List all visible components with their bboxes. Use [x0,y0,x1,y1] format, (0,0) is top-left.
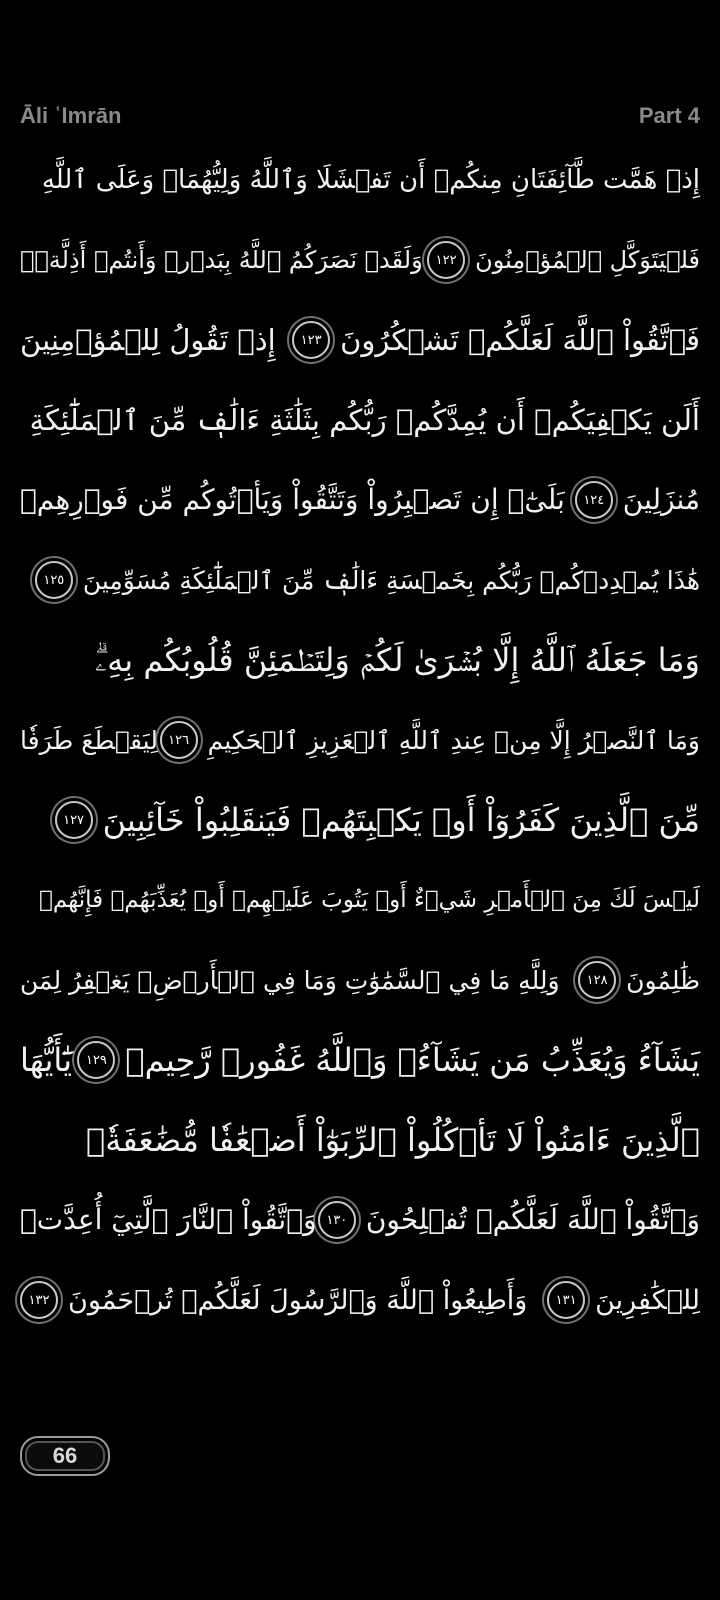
ayah-number-marker[interactable]: ١٣٢ [20,1281,58,1319]
ayah-number-marker[interactable]: ١٢٦ [160,721,198,759]
verse-text: أَلَن يَكۡفِيَكُمۡ أَن يُمِدَّكُمۡ رَبُّكُم بِثَلَٰثَةِ ءَالَٰفٖ مِّنَ ٱلۡمَلَٰٓئِكَةِ [29,402,700,437]
verse-text: إِذۡ تَقُولُ لِلۡمُؤۡمِنِينَ [20,322,276,357]
ayah-number-marker[interactable]: ١٢٨ [578,961,616,999]
verse-text: وَلَقَدۡ نَصَرَكُمُ ٱللَّهُ بِبَدۡرٖ وَأَنتُمۡ أَذِلَّةٞۖ [20,246,423,274]
verse-line-3 [20,300,700,380]
verse-line-2 [20,220,700,300]
verse-text: لِلۡكَٰفِرِينَ [595,1284,700,1316]
verse-line-14 [20,1180,700,1260]
verse-text: إِذۡ هَمَّت طَّآئِفَتَانِ مِنكُمۡ أَن تَفۡشَلَا وَٱللَّهُ وَلِيُّهُمَاۗ وَعَلَى ٱللَّهِ [41,165,700,195]
verse-text: ٱلَّذِينَ ءَامَنُواْ لَا تَأۡكُلُواْ ٱلرِّبَوٰٓاْ أَضۡعَٰفٗا مُّضَٰعَفَةٗۖ [85,1121,700,1159]
verse-line-12 [20,1020,700,1100]
verse-segment [55,801,700,839]
page-header [20,98,700,134]
verse-text: بَلَىٰٓۚ إِن تَصۡبِرُواْ وَتَتَّقُواْ وَيَأۡتُوكُم مِّن فَوۡرِهِمۡ [20,483,565,516]
verse-text: يَٰٓأَيُّهَا [20,1041,73,1079]
verse-text: لِيَقۡطَعَ طَرَفٗا [20,725,158,755]
verse-text: وَٱتَّقُواْ ٱللَّهَ لَعَلَّكُمۡ تُفۡلِحُونَ [365,1203,700,1236]
verse-segment [292,321,700,359]
page-number-badge [20,1436,110,1476]
verse-segment [427,241,700,279]
verse-line-10 [20,860,700,940]
verse-text: مُنزَلِينَ [622,483,700,516]
surah-name: Āli ʿImrān [20,103,122,128]
ayah-number-marker[interactable]: ١٣٠ [318,1201,356,1239]
verse-segment [575,481,700,519]
ayah-number-marker[interactable]: ١٢٣ [292,321,330,359]
verse-text: وَٱتَّقُواْ ٱلنَّارَ ٱلَّتِيٓ أُعِدَّتۡ [20,1203,317,1236]
verse-text: فَٱتَّقُواْ ٱللَّهَ لَعَلَّكُمۡ تَشۡكُرُونَ [340,322,700,357]
verse-text: لَيۡسَ لَكَ مِنَ ٱلۡأَمۡرِ شَيۡءٌ أَوۡ يَتُوبَ عَلَيۡهِمۡ أَوۡ يُعَذِّبَهُمۡ فَإِنَّهُمۡ [39,886,700,913]
verse-text: مِّنَ ٱلَّذِينَ كَفَرُوٓاْ أَوۡ يَكۡبِتَهُمۡ فَيَنقَلِبُواْ خَآئِبِينَ [102,801,700,839]
verse-segment [318,1201,700,1239]
verse-text: هَٰذَا يُمۡدِدۡكُمۡ رَبُّكُم بِخَمۡسَةِ ءَالَٰفٖ مِّنَ ٱلۡمَلَٰٓئِكَةِ مُسَوِّمِينَ [82,565,700,595]
part-label: Part 4 [638,103,700,128]
verse-line-4 [20,380,700,460]
verse-line-11 [20,940,700,1020]
verse-line-1 [20,140,700,220]
verse-text: وَأَطِيعُواْ ٱللَّهَ وَٱلرَّسُولَ لَعَلَّكُمۡ تُرۡحَمُونَ [68,1284,528,1316]
ayah-number-marker[interactable]: ١٣١ [547,1281,585,1319]
verse-text: فَلۡيَتَوَكَّلِ ٱلۡمُؤۡمِنُونَ [475,246,700,274]
verse-segment [20,1281,527,1319]
verse-text: وَمَا جَعَلَهُ ٱللَّهُ إِلَّا بُشۡرَىٰ لَكُمۡ وَلِتَطۡمَئِنَّ قُلُوبُكُم بِهِۦۗ [94,641,700,679]
verse-segment [77,1041,700,1079]
ayah-number-marker[interactable]: ١٢٢ [427,241,465,279]
verse-line-13 [20,1100,700,1180]
verse-line-15 [20,1260,700,1340]
verse-segment [547,1281,700,1319]
verse-text: وَمَا ٱلنَّصۡرُ إِلَّا مِنۡ عِندِ ٱللَّهِ ٱلۡعَزِيزِ ٱلۡحَكِيمِ [207,725,700,755]
verse-line-8 [20,700,700,780]
verse-segment [160,721,700,759]
verse-segment [35,561,700,599]
verse-line-7 [20,620,700,700]
verse-line-5 [20,460,700,540]
verse-text: يَشَآءُ وَيُعَذِّبُ مَن يَشَآءُۚ وَٱللَّهُ غَفُورٞ رَّحِيمٞ [125,1041,700,1079]
verse-line-6 [20,540,700,620]
verse-text: وَلِلَّهِ مَا فِي ٱلسَّمَٰوَٰتِ وَمَا فِي ٱلۡأَرۡضِۚ يَغۡفِرُ لِمَن [20,965,560,995]
quran-page-body [20,140,700,1412]
ayah-number-marker[interactable]: ١٢٩ [77,1041,115,1079]
ayah-number-marker[interactable]: ١٢٥ [35,561,73,599]
ayah-number-marker[interactable]: ١٢٤ [575,481,613,519]
verse-line-9 [20,780,700,860]
verse-text: ظَٰلِمُونَ [626,965,700,995]
ayah-number-marker[interactable]: ١٢٧ [55,801,93,839]
page-number: 66 [52,1443,78,1468]
verse-segment [578,961,700,999]
